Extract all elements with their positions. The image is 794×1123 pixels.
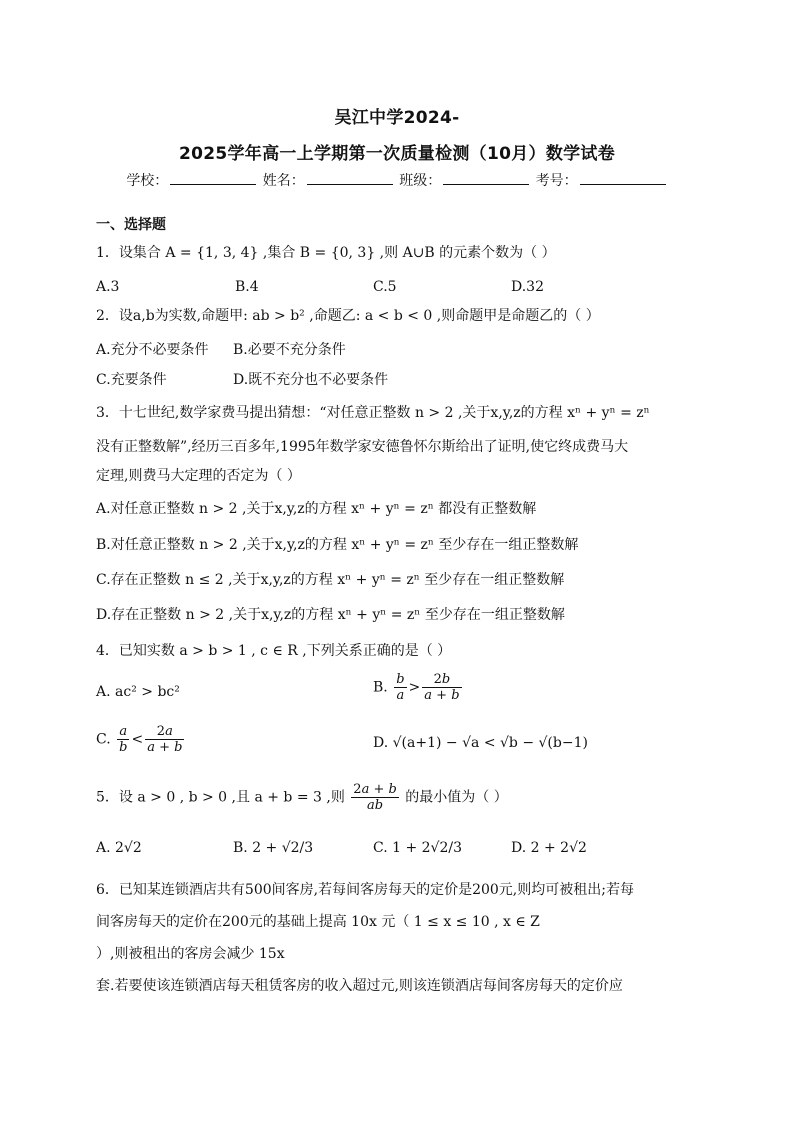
q4-option-a-expr: ac² > bc² bbox=[115, 684, 180, 700]
q4-option-d[interactable] bbox=[373, 733, 588, 753]
q3-option-a[interactable]: A.对任意正整数 n > 2 ,关于x,y,z的方程 xⁿ + yⁿ = zⁿ 都没有正整数解 bbox=[96, 501, 537, 517]
q4-option-b-label: B. bbox=[373, 679, 388, 696]
student-info-row bbox=[0, 170, 794, 190]
q2-option-a[interactable]: A.充分不必要条件 bbox=[96, 342, 209, 358]
fraction-a-over-b: $\frac{a}{b}$ bbox=[119, 724, 128, 755]
question-5-stem bbox=[96, 782, 508, 813]
question-3-line3: 定理,则费马大定理的否定为（ ） bbox=[96, 468, 301, 484]
question-3-line2: 没有正整数解”,经历三百多年,1995年数学家安德鲁怀尔斯给出了证明,使它终成费马大 bbox=[96, 439, 629, 455]
question-3-line1: 3．十七世纪,数学家费马提出猜想：“对任意正整数 n > 2 ,关于x,y,z的方程 xⁿ + yⁿ = zⁿ bbox=[96, 405, 650, 421]
fraction-2a-over-a-plus-b: $\frac{2a}{a + b}$ bbox=[147, 724, 183, 755]
name-label: 姓名： bbox=[262, 173, 305, 189]
school-label: 学校： bbox=[126, 173, 169, 189]
q4-option-c-label: C. bbox=[96, 731, 111, 748]
q5-option-a[interactable]: A. 2√2 bbox=[96, 840, 142, 856]
q2-option-c[interactable]: C.充要条件 bbox=[96, 372, 167, 388]
class-blank[interactable] bbox=[443, 170, 529, 185]
name-blank[interactable] bbox=[307, 170, 393, 185]
q5-stem-pre: 5．设 a > 0 , b > 0 ,且 a + b = 3 ,则 bbox=[96, 789, 345, 806]
q4-option-a[interactable] bbox=[96, 682, 180, 702]
exam-title-line1: 吴江中学2024- bbox=[334, 108, 460, 128]
q5-option-c[interactable]: C. 1 + 2√2/3 bbox=[373, 840, 463, 856]
q5-option-d[interactable]: D. 2 + 2√2 bbox=[511, 840, 587, 856]
q3-option-b[interactable]: B.对任意正整数 n > 2 ,关于x,y,z的方程 xⁿ + yⁿ = zⁿ 至少存在一组正整数解 bbox=[96, 537, 579, 553]
q2-option-b[interactable]: B.必要不充分条件 bbox=[233, 342, 346, 358]
school-blank[interactable] bbox=[170, 170, 256, 185]
exam-number-label: 考号： bbox=[535, 173, 578, 189]
q4-option-d-expr: √(a+1) − √a < √b − √(b−1) bbox=[392, 735, 588, 751]
q1-option-d[interactable]: D.32 bbox=[511, 279, 544, 295]
question-2-stem: 2．设a,b为实数,命题甲: ab > b² ,命题乙: a < b < 0 ,则命题甲是命题乙的（ ） bbox=[96, 308, 600, 324]
question-6-line3: ）,则被租出的客房会减少 15x bbox=[96, 946, 285, 962]
section-heading: 一、选择题 bbox=[96, 217, 166, 233]
q5-stem-post: 的最小值为（ ） bbox=[405, 789, 508, 806]
exam-title-line2: 2025学年高一上学期第一次质量检测（10月）数学试卷 bbox=[178, 144, 616, 164]
fraction-2a-plus-b-over-ab: $\frac{2a + b}{ab}$ bbox=[353, 782, 397, 813]
q5-option-b[interactable]: B. 2 + √2/3 bbox=[233, 840, 314, 856]
q2-option-d[interactable]: D.既不充分也不必要条件 bbox=[233, 372, 389, 388]
question-6-line4: 套.若要使该连锁酒店每天租赁客房的收入超过元,则该连锁酒店每间客房每天的定价应 bbox=[96, 978, 623, 994]
fraction-2b-over-a-plus-b: $\frac{2b}{a + b}$ bbox=[424, 672, 460, 703]
q1-option-c[interactable]: C.5 bbox=[373, 279, 397, 295]
q4-option-d-label: D. bbox=[373, 735, 389, 751]
question-6-line2: 间客房每天的定价在200元的基础上提高 10x 元（ 1 ≤ x ≤ 10 , x ∈ Z bbox=[96, 914, 540, 930]
q1-option-b[interactable]: B.4 bbox=[235, 279, 259, 295]
q4-option-c[interactable]: C. $\frac{a}{b}$ < $\frac{2a}{a + b}$ bbox=[96, 724, 183, 755]
q1-option-a[interactable]: A.3 bbox=[96, 279, 120, 295]
fraction-b-over-a: $\frac{b}{a}$ bbox=[396, 672, 405, 703]
class-label: 班级： bbox=[399, 173, 442, 189]
question-4-stem: 4．已知实数 a > b > 1 , c ∈ R ,下列关系正确的是（ ） bbox=[96, 643, 452, 659]
q3-option-c[interactable]: C.存在正整数 n ≤ 2 ,关于x,y,z的方程 xⁿ + yⁿ = zⁿ 至少存在一组正整数解 bbox=[96, 572, 565, 588]
exam-number-blank[interactable] bbox=[580, 170, 666, 185]
question-1-stem: 1．设集合 A = {1, 3, 4} ,集合 B = {0, 3} ,则 A∪B 的元素个数为（ ） bbox=[96, 245, 556, 261]
q3-option-d[interactable]: D.存在正整数 n > 2 ,关于x,y,z的方程 xⁿ + yⁿ = zⁿ 至少存在一组正整数解 bbox=[96, 607, 565, 623]
q4-option-b[interactable]: B. $\frac{b}{a}$ > $\frac{2b}{a + b}$ bbox=[373, 672, 460, 703]
question-6-line1: 6．已知某连锁酒店共有500间客房,若每间客房每天的定价是200元,则均可被租出;若每 bbox=[96, 882, 634, 898]
q4-option-a-label: A. bbox=[96, 684, 111, 700]
